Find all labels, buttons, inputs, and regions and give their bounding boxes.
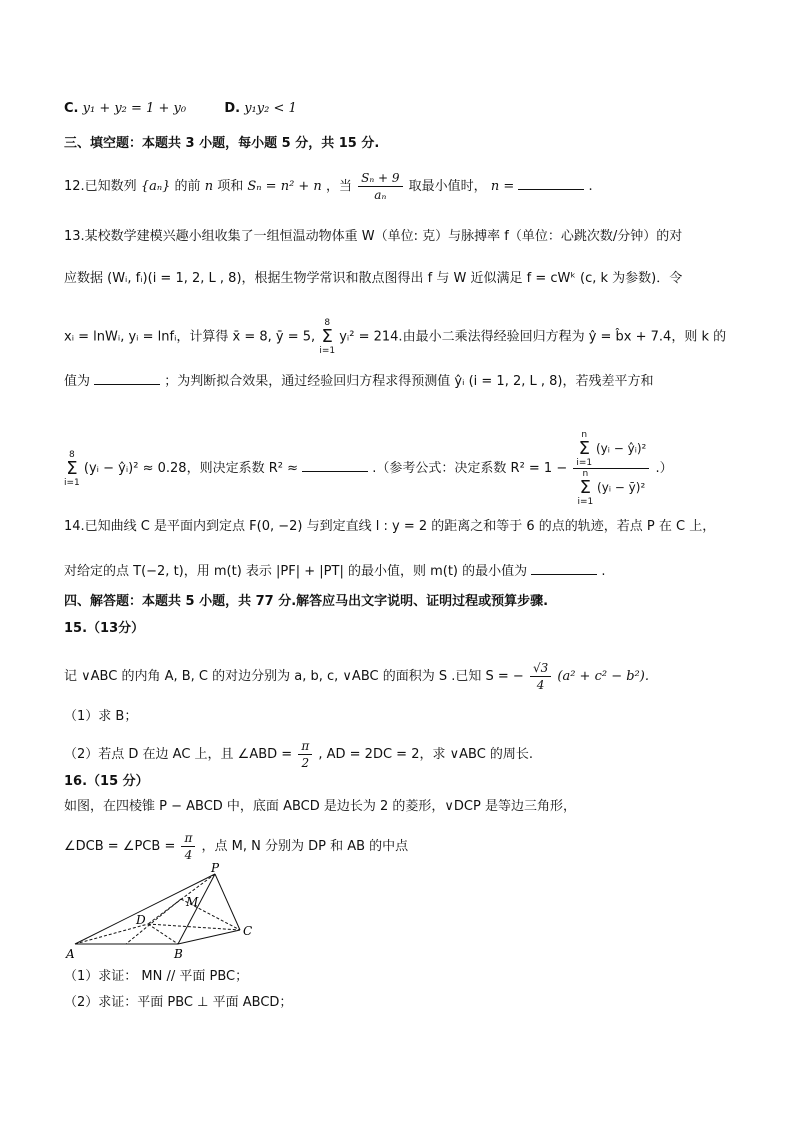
edge-PB [178, 874, 215, 944]
q15-frac-num: √3 [530, 660, 551, 677]
q15-part2-a: （2）若点 D 在边 AC 上，且 ∠ABD = [64, 747, 293, 762]
q13-line5-b: .（参考公式：决定系数 R² = 1 − [372, 461, 568, 476]
q13-r2-num-sum-bot: i=1 [576, 458, 593, 468]
section4-header: 四、解答题：本题共 5 小题，共 77 分.解答应马出文字说明、证明过程或预算步骤. [64, 594, 549, 609]
q16-frac-num: π [181, 830, 195, 847]
q13-r2-den-sum: n Σ i=1 [577, 469, 594, 507]
q14-line1: 14.已知曲线 C 是平面内到定点 F(0, −2) 与到定直线 l : y = 2 的距离之和等于 6 的点的轨迹，若点 P 在 C 上， [64, 519, 716, 534]
q12-fraction [358, 170, 402, 203]
q16-frac-den: 4 [184, 848, 193, 862]
q12-mid3: ，当 [325, 179, 352, 194]
q13-answer-blank-k[interactable] [94, 372, 160, 385]
q16-stem1: 如图，在四棱锥 P − ABCD 中，底面 ABCD 是边长为 2 的菱形，∨DCP 是等边三角形， [64, 799, 576, 814]
q15-fraction [530, 660, 551, 693]
option-c-expr: y₁ + y₂ = 1 + y₀ [82, 101, 187, 116]
edge-MN [126, 899, 181, 944]
q16-stem2-a: ∠DCB = ∠PCB = [64, 839, 176, 854]
option-d-expr: y₁y₂ < 1 [244, 101, 297, 116]
q13-line1: 13.某校数学建模兴趣小组收集了一组恒温动物体重 W（单位: 克）与脉搏率 f（单位：心跳次数/分钟）的对 [64, 229, 683, 244]
q14-answer-blank[interactable] [531, 562, 597, 575]
q13-line4-b: ；为判断拟合效果，通过经验回归方程求得预测值 ŷᵢ (i = 1, 2, L , 8)，若残差平方和 [164, 374, 654, 389]
q13-line2: 应数据 (Wᵢ, fᵢ)(i = 1, 2, L , 8)，根据生物学常识和散点图得出 f 与 W 近似满足 f = cWᵏ (c, k 为参数)．令 [64, 271, 683, 286]
edge-PC [215, 874, 240, 930]
q13-sum2-top: 8 [69, 449, 75, 460]
label-A: A [66, 947, 75, 961]
q13-line5 [64, 430, 673, 507]
q13-line5-c: .） [655, 461, 673, 476]
edge-PA [75, 874, 215, 944]
q13-sum-symbol: 8 Σ i=1 [319, 318, 336, 356]
q15-p2-num: π [298, 738, 312, 755]
q13-sum2-bottom: i=1 [64, 477, 80, 488]
q13-line5-a: (yᵢ − ŷᵢ)² ≈ 0.28，则决定系数 R² ≈ [83, 461, 298, 476]
q13-line4-a: 值为 [64, 374, 91, 389]
option-d-label: D. [224, 101, 241, 116]
label-D: D [136, 913, 146, 927]
q15-part2 [64, 738, 533, 771]
q12 [64, 170, 593, 203]
q12-prefix: 12.已知数列 [64, 179, 137, 194]
q15-title: 15.（13分） [64, 621, 145, 636]
q13-r2-den-sum-top: n [582, 469, 589, 479]
q12-frac-num: Sₙ + 9 [358, 170, 402, 187]
q11-options [64, 100, 297, 118]
q12-n-eq: n = [490, 179, 515, 194]
edge-AD [75, 924, 148, 944]
label-C: C [243, 924, 253, 938]
q12-end: . [588, 179, 593, 194]
q13-sum-bottom: i=1 [319, 346, 336, 356]
q13-r2-num-sum-top: n [581, 430, 588, 440]
q14-line2-b: . [601, 564, 606, 579]
q15-p2-fraction [298, 738, 312, 771]
q13-line3-a: xᵢ = lnWᵢ, yᵢ = lnfᵢ，计算得 x̄ = 8, ȳ = 5, [64, 329, 316, 345]
edge-BC [178, 930, 240, 944]
q13-r2-num-sum: n Σ i=1 [576, 430, 593, 468]
edge-DB [148, 924, 178, 944]
q13-line4 [64, 372, 653, 391]
q15-frac-den: 4 [536, 678, 545, 692]
q13-r2-den [573, 469, 649, 507]
q16-stem2-b: ，点 M, N 分别为 DP 和 AB 的中点 [201, 839, 409, 854]
q16-fraction [181, 830, 195, 863]
label-B: B [174, 947, 183, 961]
q12-seq: {aₙ} [140, 179, 171, 194]
q16-title: 16.（15 分） [64, 774, 149, 789]
q12-n: n [204, 179, 214, 194]
q12-frac-den: aₙ [374, 188, 387, 202]
q14-line2-a: 对给定的点 T(−2, t)，用 m(t) 表示 |PF| + |PT| 的最小值，则 m(t) 的最小值为 [64, 564, 528, 579]
label-P: P [211, 862, 220, 875]
q13-r2-fraction [573, 430, 649, 507]
q16-part1: （1）求证： MN // 平面 PBC； [64, 969, 249, 984]
q13-line3 [64, 318, 726, 356]
q12-answer-blank[interactable] [518, 177, 584, 190]
q13-r2-num-text: (yᵢ − ŷᵢ)² [595, 441, 647, 456]
pyramid-figure [60, 862, 270, 962]
q15-stem [64, 660, 649, 693]
q12-sn: Sₙ = n² + n [247, 179, 322, 194]
q13-line3-b: yᵢ² = 214.由最小二乘法得经验回归方程为 ŷ = b̂x + 7.4，则 k 的 [339, 329, 727, 345]
q15-p2-den: 2 [301, 756, 310, 770]
section3-header: 三、填空题：本题共 3 小题，每小题 5 分，共 15 分. [64, 136, 380, 151]
q16-stem2 [64, 830, 408, 863]
option-c-label: C. [64, 101, 79, 116]
edge-DC [148, 924, 240, 930]
q13-answer-blank-r2[interactable] [302, 459, 368, 472]
q15-stem-a: 记 ∨ABC 的内角 A, B, C 的对边分别为 a, b, c, ∨ABC 的面积为 S .已知 S = − [64, 669, 524, 684]
q13-sum-symbol-2: 8 Σ i=1 [64, 449, 80, 488]
q13-r2-den-sum-bot: i=1 [577, 497, 594, 507]
q13-r2-den-text: (yᵢ − ȳ)² [597, 480, 646, 495]
q12-mid4: 取最小值时， [408, 179, 487, 194]
q15-part1: （1）求 B； [64, 709, 138, 724]
q12-mid2: 项和 [217, 179, 244, 194]
label-M: M [186, 895, 199, 909]
q15-stem-b: (a² + c² − b²). [557, 669, 649, 684]
q15-part2-b: , AD = 2DC = 2，求 ∨ABC 的周长. [318, 747, 534, 762]
q12-mid1: 的前 [174, 179, 201, 194]
q13-sum-top: 8 [324, 318, 331, 328]
q16-part2: （2）求证：平面 PBC ⊥ 平面 ABCD； [64, 995, 293, 1010]
q14-line2 [64, 562, 606, 581]
q13-r2-num [573, 430, 649, 469]
